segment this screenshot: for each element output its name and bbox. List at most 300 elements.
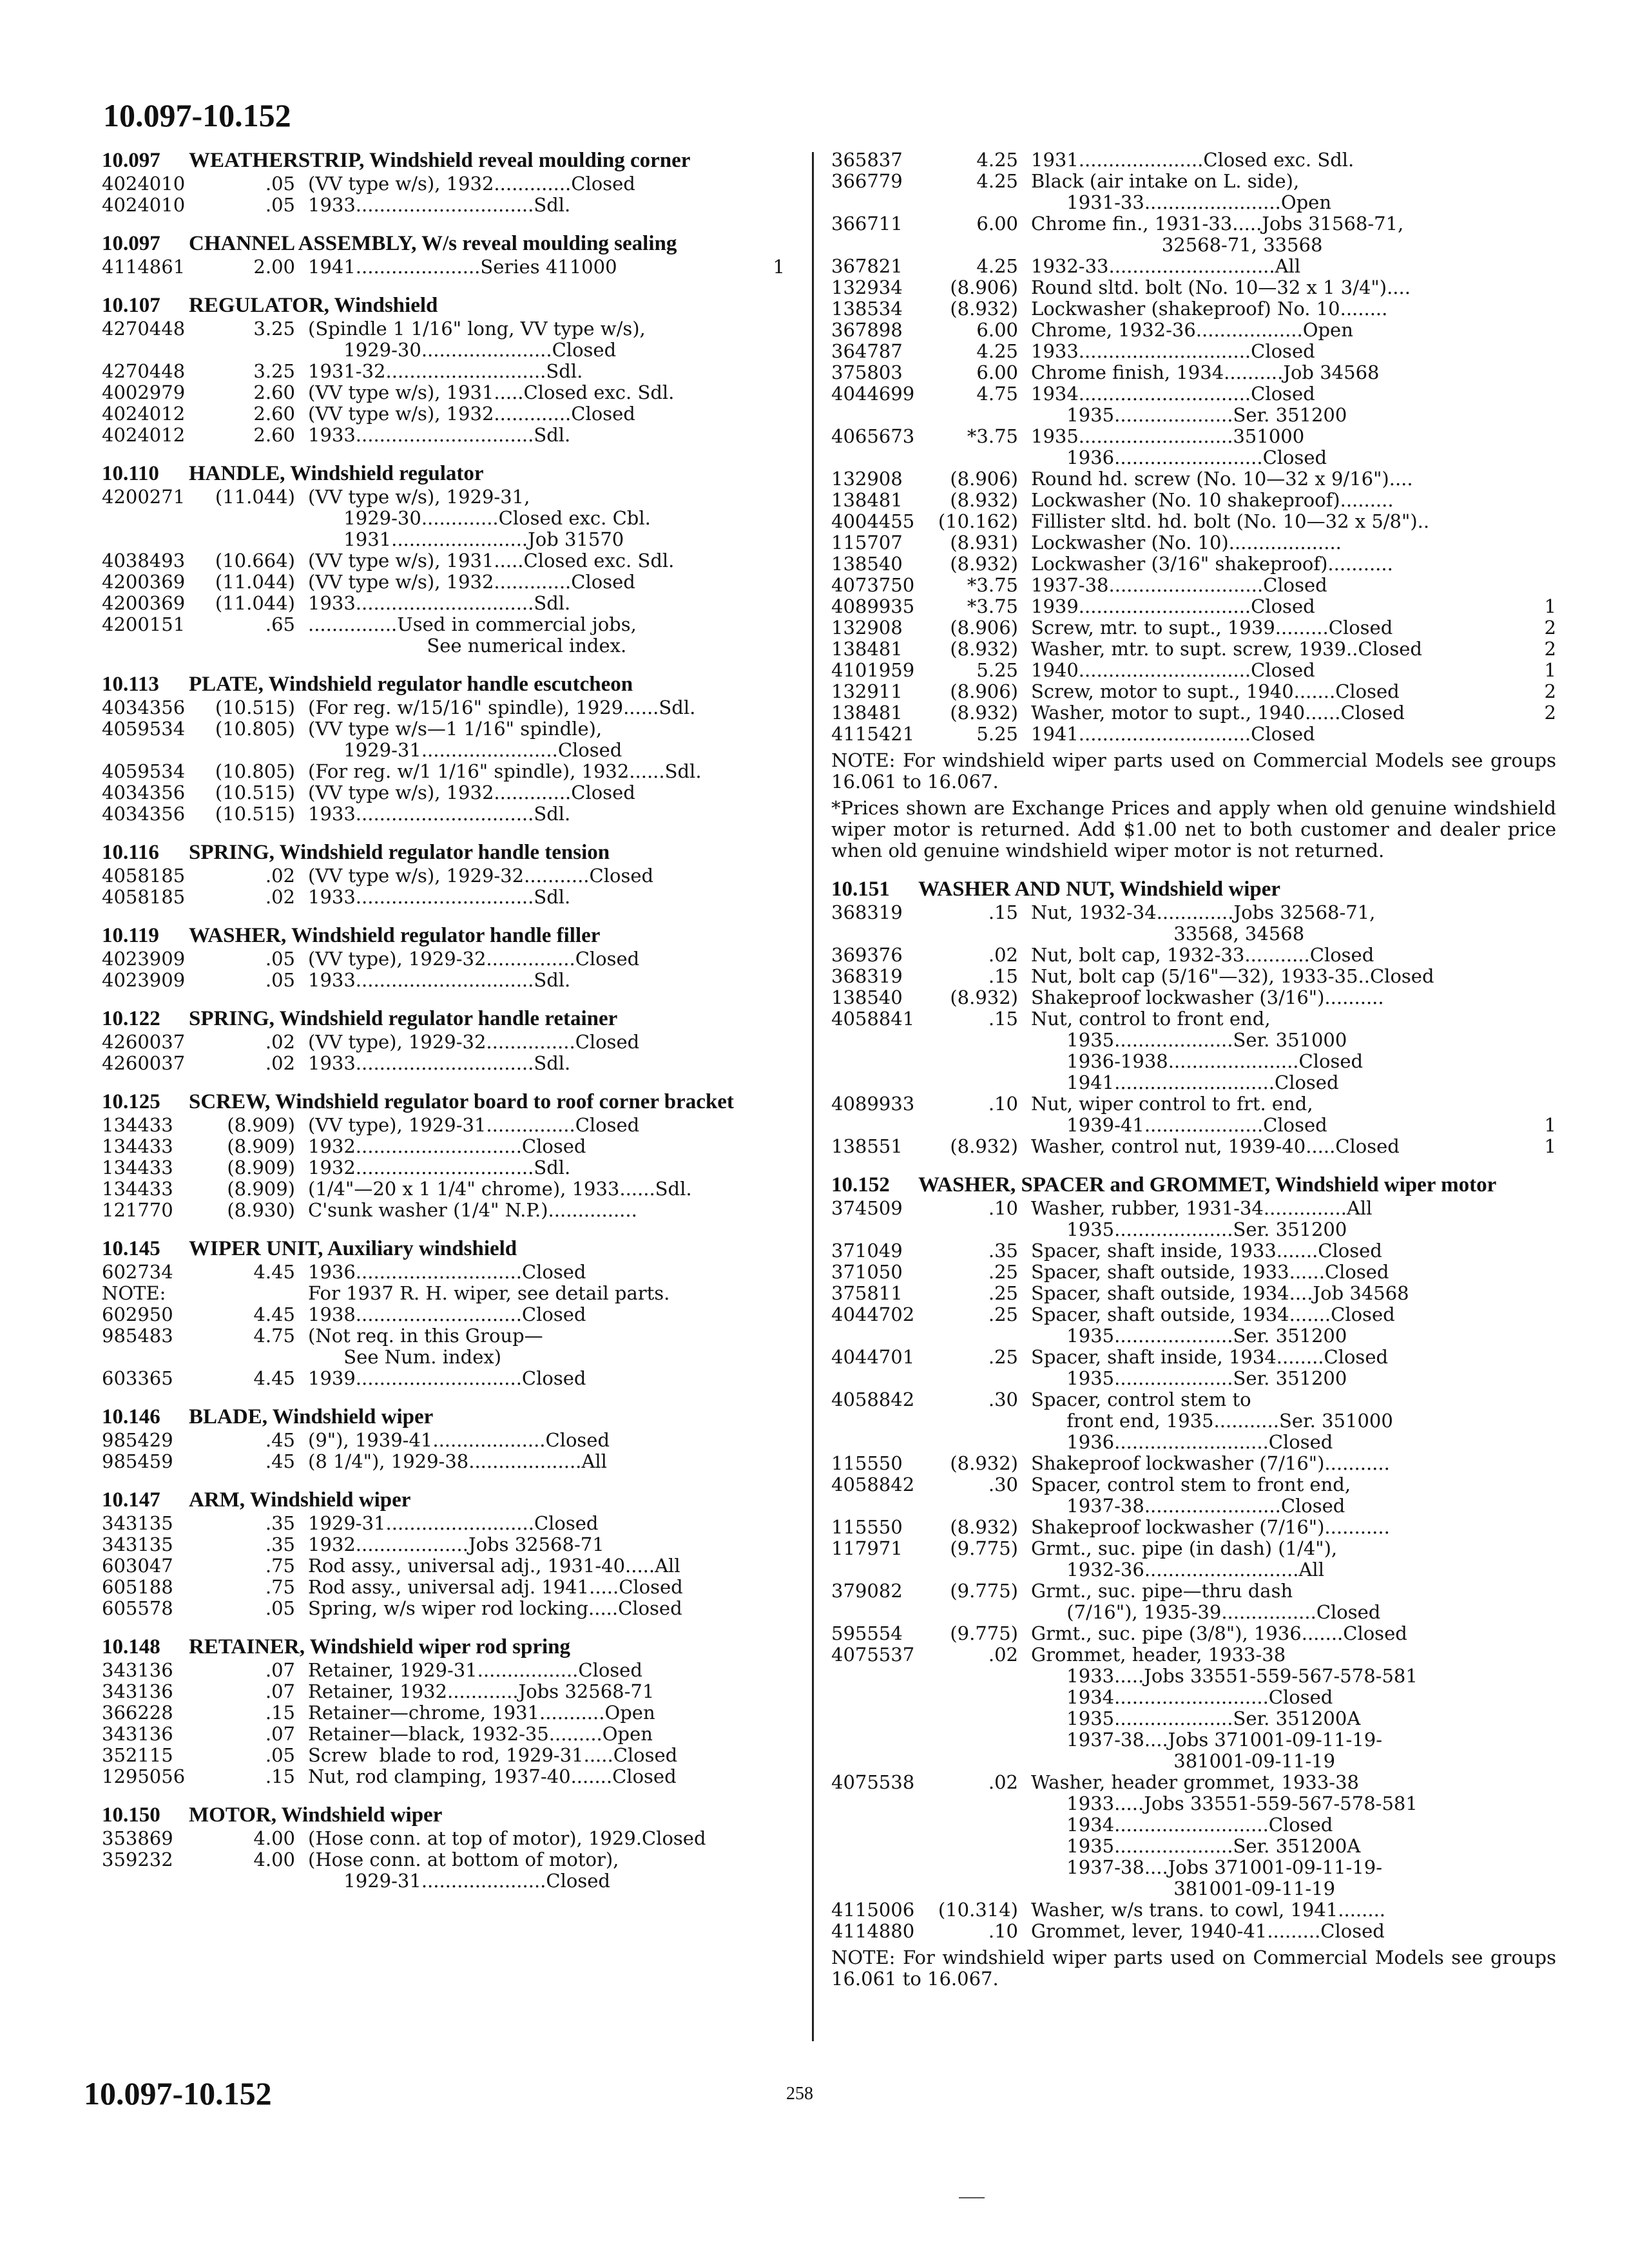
part-number: 138534 [831, 298, 903, 320]
part-number: 343135 [102, 1533, 173, 1555]
part-number: 4058842 [831, 1474, 915, 1495]
part-description: 1934..........................Closed [1031, 1814, 1333, 1836]
part-quantity [769, 1598, 785, 1619]
part-row [831, 1687, 1556, 1708]
part-row [831, 1093, 1556, 1115]
part-number: 134433 [102, 1114, 173, 1136]
part-price [928, 1836, 1031, 1857]
part-row [831, 1581, 1556, 1602]
part-description: Nut, bolt cap, 1932-33...........Closed [1031, 945, 1374, 966]
part-row [831, 149, 1556, 171]
parts-group [102, 149, 785, 216]
part-description: 1933.....Jobs 33551-559-567-578-581 [1031, 1666, 1418, 1687]
part-number [831, 1666, 928, 1687]
part-row [831, 1389, 1556, 1410]
part-price: 6.00 [976, 213, 1018, 235]
part-description: Spacer, control stem to [1031, 1389, 1251, 1410]
part-number [831, 1857, 928, 1878]
part-number: 375803 [831, 361, 903, 383]
part-row [831, 468, 1556, 490]
part-quantity [769, 340, 785, 361]
left-column [102, 149, 785, 1892]
part-row [831, 447, 1556, 468]
part-quantity [1541, 1772, 1556, 1793]
part-description: Spacer, shaft inside, 1933.......Closed [1031, 1240, 1382, 1262]
part-row [102, 1304, 785, 1325]
part-number: 4058842 [831, 1389, 915, 1410]
group-heading [102, 673, 785, 696]
part-number: 602950 [102, 1303, 173, 1325]
part-price: .10 [988, 1197, 1018, 1219]
part-quantity [769, 1368, 785, 1389]
part-quantity [1541, 1921, 1556, 1942]
part-description: (VV type w/s), 1932.............Closed [308, 572, 635, 593]
part-row [831, 171, 1556, 192]
group-title: SPRING, Windshield regulator handle retainer [189, 1007, 618, 1030]
part-description: Rod assy., universal adj. 1941.....Closed [308, 1577, 683, 1598]
part-description: 1933..............................Sdl. [308, 803, 571, 825]
part-price: 4.75 [976, 383, 1018, 405]
part-quantity [769, 718, 785, 740]
part-price: 5.25 [976, 723, 1018, 745]
part-description: 1933.....Jobs 33551-559-567-578-581 [1031, 1793, 1418, 1814]
part-number: 121770 [102, 1199, 173, 1221]
part-quantity [769, 887, 785, 908]
part-description: (1/4"—20 x 1 1/4" chrome), 1933......Sdl. [308, 1178, 692, 1200]
part-number: 368319 [831, 965, 903, 987]
part-row [102, 1368, 785, 1389]
part-description: 1931-32...........................Sdl. [308, 361, 583, 382]
part-quantity [769, 195, 785, 216]
part-number: 4075537 [831, 1644, 915, 1666]
part-number: 343136 [102, 1680, 173, 1702]
part-description: 1935....................Ser. 351200 [1031, 1368, 1347, 1389]
group-heading [102, 233, 785, 255]
part-quantity [1541, 1751, 1556, 1772]
part-row [831, 490, 1556, 511]
part-quantity [769, 865, 785, 887]
part-row [831, 1772, 1556, 1793]
part-price: 4.25 [976, 255, 1018, 277]
part-quantity [769, 425, 785, 446]
part-number: 115550 [831, 1452, 903, 1474]
part-price: (10.515) [215, 803, 295, 825]
part-quantity [1541, 1008, 1556, 1030]
part-price: .30 [988, 1474, 1018, 1495]
group-number: 10.148 [102, 1635, 160, 1658]
group-number: 10.151 [831, 878, 890, 901]
part-row [102, 1745, 785, 1766]
part-description: Washer, w/s trans. to cowl, 1941........ [1031, 1899, 1386, 1921]
part-price: .05 [265, 948, 295, 970]
part-quantity [769, 1577, 785, 1598]
part-description: 1929-31.......................Closed [308, 740, 622, 761]
part-row [102, 948, 785, 970]
part-price [928, 1219, 1031, 1240]
part-quantity [1541, 320, 1556, 341]
part-number [831, 1708, 928, 1729]
part-number: 985459 [102, 1450, 173, 1472]
part-quantity [1541, 1857, 1556, 1878]
parts-group [102, 925, 785, 991]
group-heading [102, 841, 785, 864]
part-quantity: 2 [1544, 702, 1556, 724]
part-description: (Hose conn. at bottom of motor), [308, 1849, 619, 1870]
part-row [831, 213, 1556, 235]
part-description: (8 1/4"), 1929-38...................All [308, 1451, 607, 1472]
part-price [928, 1602, 1031, 1623]
part-row [831, 320, 1556, 341]
group-title: WASHER AND NUT, Windshield wiper [918, 878, 1281, 901]
part-number [831, 1793, 928, 1814]
parts-group [102, 233, 785, 278]
part-quantity [1541, 1093, 1556, 1115]
part-row [102, 508, 785, 529]
part-description: C'sunk washer (1/4" N.P.)............... [308, 1200, 637, 1221]
part-number: 603365 [102, 1367, 173, 1389]
part-row [102, 887, 785, 908]
part-quantity [1541, 1687, 1556, 1708]
part-price: 4.00 [253, 1827, 295, 1849]
part-number: 375811 [831, 1282, 903, 1304]
part-number [102, 508, 205, 529]
part-description: (VV type w/s), 1931.....Closed exc. Sdl. [308, 382, 675, 403]
part-price: .05 [265, 1744, 295, 1766]
part-row [102, 635, 785, 657]
part-number [831, 405, 928, 426]
part-description: Nut, wiper control to frt. end, [1031, 1093, 1313, 1115]
part-row [831, 1219, 1556, 1240]
part-price: 4.25 [976, 340, 1018, 362]
part-number: 367821 [831, 255, 903, 277]
part-price: (8.909) [227, 1135, 295, 1157]
part-price: (11.044) [215, 571, 295, 593]
part-quantity [1541, 1389, 1556, 1410]
part-number: 605578 [102, 1597, 173, 1619]
part-quantity [1541, 1602, 1556, 1623]
part-number [831, 1432, 928, 1453]
part-row [831, 1325, 1556, 1347]
part-price: (8.909) [227, 1178, 295, 1200]
part-number: 4073750 [831, 574, 915, 596]
part-number: 352115 [102, 1744, 173, 1766]
part-description: (9"), 1939-41...................Closed [308, 1430, 610, 1451]
part-quantity [1541, 1581, 1556, 1602]
part-row [102, 173, 785, 195]
part-number: 4065673 [831, 425, 915, 447]
part-price [928, 1687, 1031, 1708]
part-price: 4.45 [253, 1367, 295, 1389]
part-price: .02 [265, 1031, 295, 1053]
exchange-price-note: *Prices shown are Exchange Prices and apply when old genuine windshield wiper motor is returned. Add $1.00 net to both customer and dealer price when old genuine windshield wiper motor is not returned. [831, 797, 1556, 861]
part-description: Black (air intake on L. side), [1031, 171, 1300, 192]
part-row [102, 614, 785, 635]
part-description: 1939.............................Closed [1031, 596, 1315, 617]
part-quantity [1541, 1878, 1556, 1899]
part-row [831, 1198, 1556, 1219]
part-row [831, 426, 1556, 447]
part-description: Retainer—chrome, 1931...........Open [308, 1702, 655, 1724]
part-description: 1931-33.......................Open [1031, 192, 1332, 213]
part-row [831, 383, 1556, 405]
parts-group [831, 878, 1556, 1157]
part-row [102, 865, 785, 887]
part-price [928, 1751, 1031, 1772]
part-quantity [769, 1053, 785, 1074]
part-row [102, 593, 785, 614]
part-quantity [769, 1178, 785, 1200]
part-price: 4.45 [253, 1261, 295, 1283]
part-row [102, 1555, 785, 1577]
part-quantity [1541, 362, 1556, 383]
commercial-models-note: NOTE: For windshield wiper parts used on Commercial Models see groups 16.061 to 16.067. [831, 749, 1556, 793]
part-description: 1937-38.......................Closed [1031, 1495, 1345, 1517]
part-row [102, 697, 785, 718]
part-description: 1939-41....................Closed [1031, 1115, 1327, 1136]
part-price [928, 1878, 1031, 1899]
part-number: 353869 [102, 1827, 173, 1849]
part-quantity [1541, 383, 1556, 405]
group-heading [102, 1489, 785, 1512]
part-quantity [769, 948, 785, 970]
part-number: 134433 [102, 1178, 173, 1200]
part-description: 1929-30......................Closed [308, 340, 617, 361]
part-description: 1939............................Closed [308, 1368, 586, 1389]
part-price [205, 1283, 308, 1304]
part-price: (11.044) [215, 592, 295, 614]
part-quantity [1541, 468, 1556, 490]
part-number: 985483 [102, 1325, 173, 1347]
part-row [831, 1666, 1556, 1687]
part-quantity [769, 1347, 785, 1368]
part-number: 371049 [831, 1240, 903, 1262]
part-number: 4034356 [102, 782, 186, 803]
group-number: 10.146 [102, 1405, 160, 1428]
part-quantity [769, 1325, 785, 1347]
part-price: .02 [265, 886, 295, 908]
part-price: (8.932) [950, 489, 1018, 511]
part-quantity [769, 486, 785, 508]
part-description: (VV type w/s), 1932.............Closed [308, 403, 635, 425]
part-row [831, 1857, 1556, 1878]
part-number: 364787 [831, 340, 903, 362]
part-number [831, 1751, 928, 1772]
part-number: 4270448 [102, 360, 186, 382]
part-number: 371050 [831, 1261, 903, 1283]
part-number: 985429 [102, 1429, 173, 1451]
part-number [831, 1559, 928, 1581]
part-price: .65 [265, 613, 295, 635]
part-row [102, 1513, 785, 1534]
part-price: .15 [988, 1008, 1018, 1030]
part-price: (8.906) [950, 680, 1018, 702]
part-description: Retainer, 1932............Jobs 32568-71 [308, 1681, 655, 1702]
part-description: Spacer, control stem to front end, [1031, 1474, 1351, 1495]
part-quantity [1541, 426, 1556, 447]
part-number: 366779 [831, 170, 903, 192]
part-row [102, 1115, 785, 1136]
part-number: 4114880 [831, 1920, 915, 1942]
part-number [102, 740, 205, 761]
part-description: Grmt., suc. pipe (3/8"), 1936.......Closed [1031, 1623, 1407, 1644]
part-number: 343135 [102, 1512, 173, 1534]
part-description: Washer, mtr. to supt. screw, 1939..Closed [1031, 639, 1422, 660]
part-price: .25 [988, 1346, 1018, 1368]
part-price: .15 [265, 1702, 295, 1724]
part-row [831, 923, 1556, 945]
part-number: 4044699 [831, 383, 915, 405]
part-description: Spacer, shaft outside, 1934....Job 34568 [1031, 1283, 1409, 1304]
part-quantity [1541, 532, 1556, 553]
part-price: .02 [265, 1052, 295, 1074]
part-price [928, 1410, 1031, 1432]
part-description: 1937-38....Jobs 371001-09-11-19- [1031, 1857, 1383, 1878]
group-number: 10.145 [102, 1237, 160, 1260]
part-quantity [1541, 1495, 1556, 1517]
part-quantity: 1 [1544, 595, 1556, 617]
part-price [928, 235, 1031, 256]
part-quantity [769, 1157, 785, 1178]
part-quantity [769, 572, 785, 593]
part-number: 595554 [831, 1622, 903, 1644]
part-quantity [1541, 490, 1556, 511]
part-row [831, 1008, 1556, 1030]
part-quantity [769, 761, 785, 782]
part-quantity [1541, 298, 1556, 320]
part-description: Chrome, 1932-36..................Open [1031, 320, 1353, 341]
part-description: 1933..............................Sdl. [308, 195, 571, 216]
part-price [205, 340, 308, 361]
part-quantity [769, 361, 785, 382]
part-quantity [1541, 1198, 1556, 1219]
part-row [831, 277, 1556, 298]
part-description: 1936............................Closed [308, 1262, 586, 1283]
part-quantity [1541, 1410, 1556, 1432]
right-sections [831, 878, 1556, 1942]
part-quantity [1541, 277, 1556, 298]
part-price [928, 192, 1031, 213]
part-quantity [1541, 966, 1556, 987]
part-description: 1935....................Ser. 351200 [1031, 1219, 1347, 1240]
part-number [831, 447, 928, 468]
part-quantity [1541, 1030, 1556, 1051]
part-quantity [1541, 945, 1556, 966]
part-quantity [1541, 341, 1556, 362]
part-price [928, 1708, 1031, 1729]
part-price: .30 [988, 1389, 1018, 1410]
part-description: Spacer, shaft inside, 1934........Closed [1031, 1347, 1389, 1368]
part-number: 115550 [831, 1516, 903, 1538]
part-number: 4114861 [102, 256, 186, 278]
group-heading [102, 463, 785, 485]
part-number: 366711 [831, 213, 903, 235]
part-row [102, 1870, 785, 1892]
part-row [102, 1451, 785, 1472]
part-quantity [769, 1660, 785, 1681]
part-price: .75 [265, 1555, 295, 1577]
column-divider [812, 152, 814, 2041]
part-description: Lockwasher (3/16" shakeproof)........... [1031, 553, 1393, 575]
group-title: WASHER, Windshield regulator handle filler [189, 924, 601, 947]
part-row [831, 362, 1556, 383]
part-description: 1932...................Jobs 32568-71 [308, 1534, 604, 1555]
part-number: 369376 [831, 944, 903, 966]
part-number: 4089933 [831, 1093, 915, 1115]
group-title: WIPER UNIT, Auxiliary windshield [189, 1237, 517, 1260]
part-row [102, 572, 785, 593]
part-number: 4089935 [831, 595, 915, 617]
part-description: (VV type w/s), 1932.............Closed [308, 782, 635, 803]
part-number: 134433 [102, 1157, 173, 1178]
part-row [831, 1410, 1556, 1432]
part-quantity [1541, 1559, 1556, 1581]
part-number: 4024012 [102, 403, 186, 425]
part-row [831, 1030, 1556, 1051]
part-number: 4024012 [102, 424, 186, 446]
parts-group [102, 1489, 785, 1619]
part-number: 4024010 [102, 194, 186, 216]
part-quantity [1541, 235, 1556, 256]
part-row [831, 532, 1556, 553]
part-quantity [1541, 923, 1556, 945]
part-row [102, 1178, 785, 1200]
part-row [102, 195, 785, 216]
part-description: (VV type), 1929-32...............Closed [308, 948, 640, 970]
group-title: RETAINER, Windshield wiper rod spring [189, 1635, 571, 1658]
right-column [831, 149, 1556, 1990]
part-price: .10 [988, 1093, 1018, 1115]
part-row [831, 1921, 1556, 1942]
part-row [102, 1534, 785, 1555]
part-description: (VV type w/s), 1929-32...........Closed [308, 865, 654, 887]
part-description: 1936.........................Closed [1031, 447, 1327, 468]
part-price: .75 [265, 1576, 295, 1598]
parts-group [102, 294, 785, 446]
part-quantity [769, 635, 785, 657]
part-description: See Num. index) [308, 1347, 502, 1368]
parts-group [102, 1804, 785, 1892]
part-number [831, 1814, 928, 1836]
part-quantity [1541, 511, 1556, 532]
group-number: 10.116 [102, 841, 159, 864]
part-price [928, 1857, 1031, 1878]
part-description: See numerical index. [308, 635, 627, 657]
part-number: 603047 [102, 1555, 173, 1577]
page-footer-title: 10.097-10.152 [84, 2075, 272, 2111]
part-price: .35 [265, 1533, 295, 1555]
part-description: Washer, rubber, 1931-34..............All [1031, 1198, 1373, 1219]
part-row [831, 596, 1556, 617]
part-number: 4260037 [102, 1052, 186, 1074]
part-quantity [1541, 256, 1556, 277]
part-number [831, 1115, 928, 1136]
part-number: 134433 [102, 1135, 173, 1157]
part-price: .07 [265, 1659, 295, 1681]
part-row [831, 1644, 1556, 1666]
part-quantity: 1 [1544, 1114, 1556, 1136]
part-row [831, 1136, 1556, 1157]
part-price [928, 405, 1031, 426]
part-number [831, 1410, 928, 1432]
part-row [831, 1368, 1556, 1389]
part-quantity [1541, 1283, 1556, 1304]
part-quantity [1541, 1666, 1556, 1687]
part-row [102, 403, 785, 425]
part-number: 4058185 [102, 865, 186, 887]
part-number: NOTE: [102, 1282, 166, 1304]
part-row [102, 740, 785, 761]
part-row [102, 803, 785, 825]
